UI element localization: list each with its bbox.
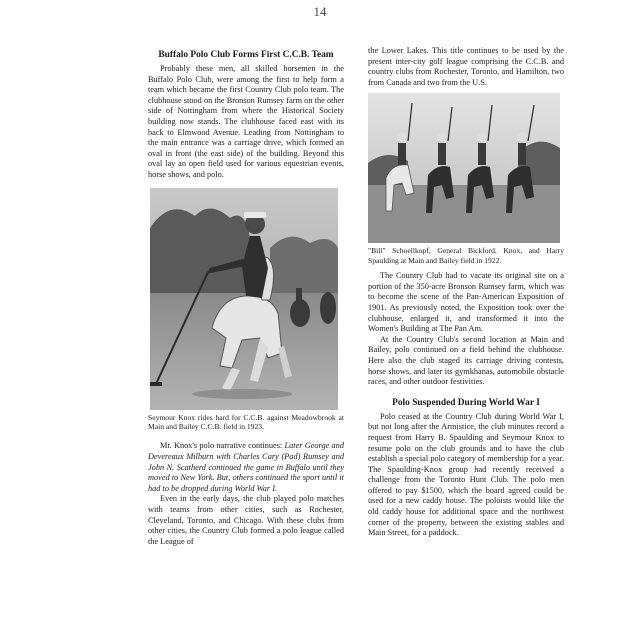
narrative-lead: Mr. Knox's polo narrative continues:	[160, 441, 283, 451]
paragraph-lower-lakes: the Lower Lakes. This title continues to be used by the present inter-city golf league comprising the C.C.B. and country clubs from Rochester, Toronto, and Hamilton, two from Canada and two from the U.S.	[368, 46, 564, 87]
section-heading-polo-suspended: Polo Suspended During World War I	[392, 397, 540, 408]
paragraph-polo-ceased: Polo ceased at the Country Club during World War I, but not long after the Armistice, the club minutes record a request from Harry B. Spaulding and Seymour Knox to resume polo on the club grounds and to have the club establish a special polo category of membership for a year. The Spaulding-Knox group had recently received a challenge from the Toronto Hunt Club. The polo men offered to pay $1500, which the board agreed could be used for a new caddy house. The poloists would like the old caddy house for additional space and the northwest corner of the property, between the existing stables and Main Street, for a paddock.	[368, 411, 564, 538]
photo-polo-team	[368, 93, 560, 243]
section-heading-polo-club: Buffalo Polo Club Forms First C.C.B. Team	[158, 50, 334, 60]
caption-seymour-knox: Seymour Knox rides hard for C.C.B. against Meadowbrook at Main and Bailey C.C.B. field in 1923.	[148, 412, 344, 431]
narrative-quote: Later George and Devereaux Milburn with Charles Cary (Pad) Rumsey and John N. Scatherd continued the game in Buffalo until they moved to New York. But, others continued the sport until it had to be dropped during World War I.	[148, 441, 344, 493]
left-column	[148, 50, 344, 547]
page-number: 14	[313, 4, 327, 19]
photo-polo-rider	[150, 188, 338, 410]
paragraph-main-bailey: At the Country Club's second location at Main and Bailey, polo continued on a field behind the clubhouse. Here also the club staged its carriage driving contests, horse shows, and later its gymkhanas, automobile obstacle races, and other outdoor festivities.	[368, 334, 564, 387]
right-column	[368, 46, 564, 539]
paragraph-knox-narrative	[148, 441, 344, 494]
paragraph-clubhouse: Probably these men, all skilled horsemen in the Buffalo Polo Club, were among the first to help form a team which became the first Country Club polo team. The clubhouse stood on the Bronson Rumsey farm on the other side of Nottingham from where the Historical Society building now stands. The clubhouse faced east with its back to Elmwood Avenue. Leading from Nottingham to the main entrance was a carriage drive, which formed an oval in front (the east side) of the building. Beyond this oval lay an open field used for various equestrian events, horse shows, and polo.	[148, 64, 344, 179]
polo-team-photo-illustration	[368, 93, 560, 243]
paragraph-early-days: Even in the early days, the club played polo matches with teams from other cities, such as Rochester, Cleveland, Toronto, and Chicago. With these clubs from other cities, the Country Club formed a polo league called the League of	[148, 494, 344, 546]
polo-rider-photo-illustration	[150, 188, 338, 410]
paragraph-vacate-site: The Country Club had to vacate its original site on a portion of the 350-acre Bronson Rumsey farm, which was to become the scene of the Pan-American Exposition of 1901. As previously noted, the Exposition took over the clubhouse, enlarged it, and transformed it into the Women's Building at The Pan Am.	[368, 271, 564, 334]
caption-schoellkopf: "Bill" Schoellkopf, General Bickford, Knox, and Harry Spaulding at Main and Bailey field in 1922.	[368, 246, 564, 265]
